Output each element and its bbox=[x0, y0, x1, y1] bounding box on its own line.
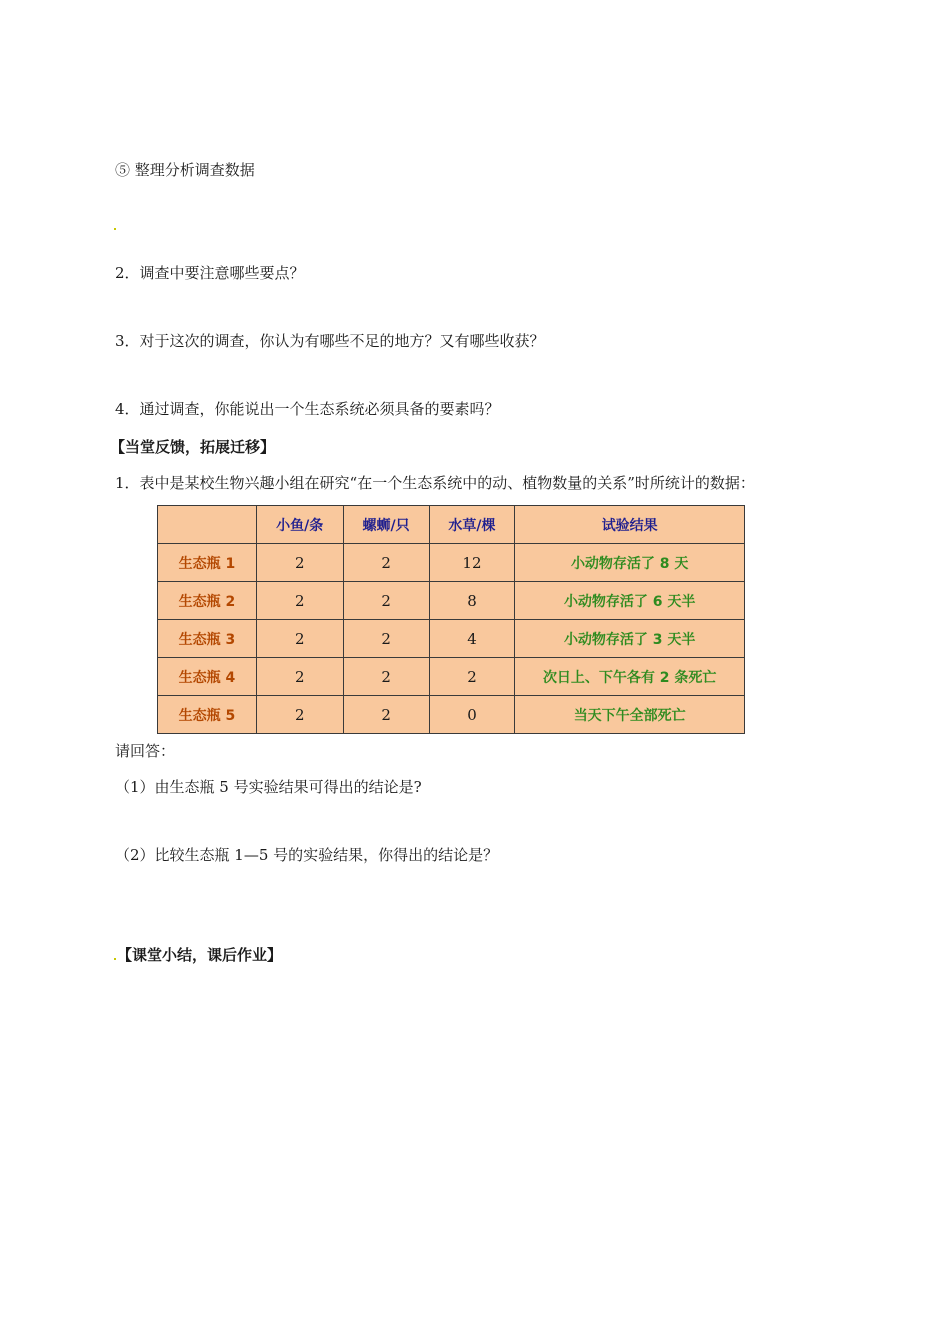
result-text: 小动物存活了 8 天 bbox=[515, 544, 745, 582]
snail-count: 2 bbox=[343, 696, 429, 734]
table-row bbox=[158, 658, 745, 696]
question-4: 4．通过调查，你能说出一个生态系统必须具备的要素吗？ bbox=[115, 400, 500, 418]
grass-count: 12 bbox=[429, 544, 515, 582]
row-label: 生态瓶 3 bbox=[158, 620, 257, 658]
sub-question-2: （2）比较生态瓶 1—5 号的实验结果，你得出的结论是？ bbox=[115, 846, 499, 864]
section-feedback-heading: 【当堂反馈，拓展迁移】 bbox=[110, 438, 276, 456]
header-cell-empty bbox=[158, 506, 257, 544]
row-label: 生态瓶 4 bbox=[158, 658, 257, 696]
snail-count: 2 bbox=[343, 582, 429, 620]
fish-count: 2 bbox=[256, 696, 343, 734]
sub-question-1: （1）由生态瓶 5 号实验结果可得出的结论是? bbox=[115, 778, 422, 796]
snail-count: 2 bbox=[343, 544, 429, 582]
grass-count: 8 bbox=[429, 582, 515, 620]
snail-count: 2 bbox=[343, 620, 429, 658]
question-3: 3．对于这次的调查，你认为有哪些不足的地方？又有哪些收获？ bbox=[115, 332, 545, 350]
grass-count: 2 bbox=[429, 658, 515, 696]
marker-dot bbox=[114, 958, 116, 960]
grass-count: 4 bbox=[429, 620, 515, 658]
step-5-text: ⑤ 整理分析调查数据 bbox=[115, 161, 255, 179]
feedback-question-1: 1．表中是某校生物兴趣小组在研究“在一个生态系统中的动、植物数量的关系”时所统计的数据： bbox=[115, 474, 755, 492]
table-row bbox=[158, 582, 745, 620]
result-text: 次日上、下午各有 2 条死亡 bbox=[515, 658, 745, 696]
please-answer-text: 请回答： bbox=[115, 742, 176, 760]
result-text: 小动物存活了 3 天半 bbox=[515, 620, 745, 658]
header-cell-fish: 小鱼/条 bbox=[256, 506, 343, 544]
table-row bbox=[158, 544, 745, 582]
header-cell-grass: 水草/棵 bbox=[429, 506, 515, 544]
table-header-row bbox=[158, 506, 745, 544]
row-label: 生态瓶 1 bbox=[158, 544, 257, 582]
section-summary-heading: 【课堂小结，课后作业】 bbox=[117, 946, 283, 964]
grass-count: 0 bbox=[429, 696, 515, 734]
question-2: 2．调查中要注意哪些要点？ bbox=[115, 264, 305, 282]
header-cell-result: 试验结果 bbox=[515, 506, 745, 544]
row-label: 生态瓶 2 bbox=[158, 582, 257, 620]
row-label: 生态瓶 5 bbox=[158, 696, 257, 734]
snail-count: 2 bbox=[343, 658, 429, 696]
result-text: 当天下午全部死亡 bbox=[515, 696, 745, 734]
fish-count: 2 bbox=[256, 658, 343, 696]
fish-count: 2 bbox=[256, 544, 343, 582]
result-text: 小动物存活了 6 天半 bbox=[515, 582, 745, 620]
marker-dot bbox=[114, 228, 116, 230]
fish-count: 2 bbox=[256, 620, 343, 658]
fish-count: 2 bbox=[256, 582, 343, 620]
table-row bbox=[158, 620, 745, 658]
header-cell-snail: 螺蛳/只 bbox=[343, 506, 429, 544]
ecosystem-data-table bbox=[157, 505, 745, 734]
table-row bbox=[158, 696, 745, 734]
